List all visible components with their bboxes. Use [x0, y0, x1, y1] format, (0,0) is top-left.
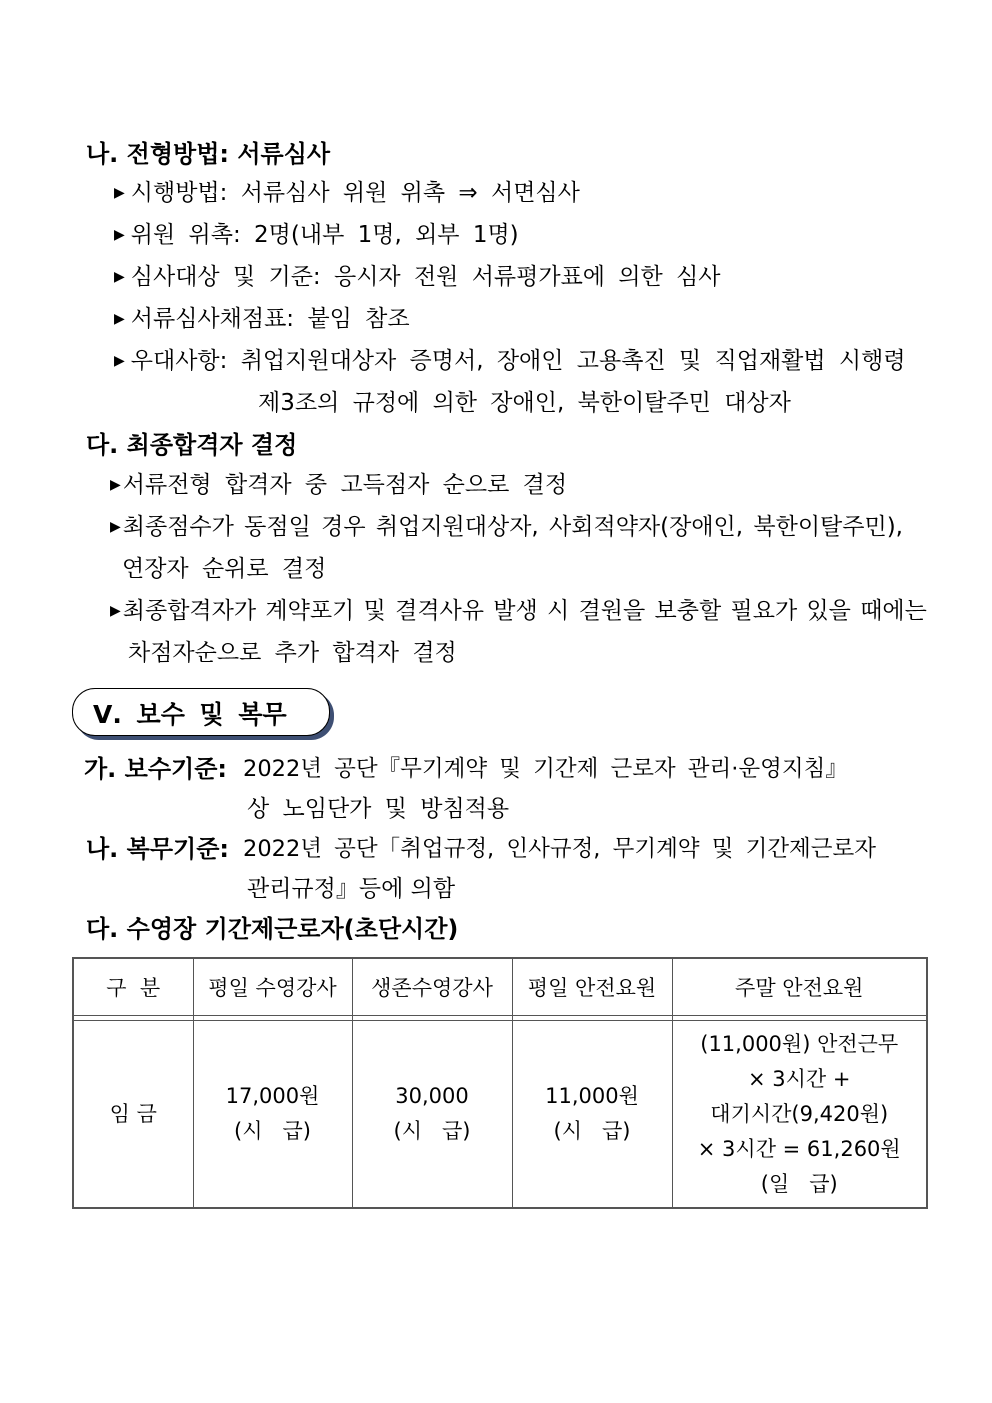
list-item: ▶ 시행방법: 서류심사 위원 위촉 ⇒ 서면심사	[114, 180, 580, 206]
list-item: ▶ 심사대상 및 기준: 응시자 전원 서류평가표에 의한 심사	[114, 264, 721, 290]
pay-standard-label: 가. 보수기준:	[84, 755, 227, 783]
chapter-badge	[72, 688, 330, 736]
table-row	[73, 1021, 927, 1209]
pay-standard-text: 2022년 공단『무기계약 및 기간제 근로자 관리·운영지침』	[243, 756, 848, 782]
bullet-icon: ▶	[114, 353, 125, 369]
cell-weekday-instructor: 17,000원 (시 급)	[193, 1021, 352, 1209]
list-item-continuation: 제3조의 규정에 의한 장애인, 북한이탈주민 대상자	[258, 390, 791, 416]
bullet-icon: ▶	[110, 603, 121, 619]
header-weekday-lifeguard: 평일 안전요원	[512, 958, 672, 1016]
list-item-continuation: 연장자 순위로 결정	[122, 556, 327, 582]
list-item: ▶ 우대사항: 취업지원대상자 증명서, 장애인 고용촉진 및 직업재활법 시행령	[114, 348, 906, 374]
cell-weekday-lifeguard: 11,000원 (시 급)	[512, 1021, 672, 1209]
row-label-wage: 임 금	[73, 1021, 193, 1209]
service-standard-text: 2022년 공단「취업규정, 인사규정, 무기계약 및 기간제근로자	[243, 836, 876, 862]
bullet-icon: ▶	[110, 477, 121, 493]
bullet-icon: ▶	[114, 269, 125, 285]
chapter-title: Ⅴ. 보수 및 복무	[93, 700, 287, 729]
bullet-icon: ▶	[114, 227, 125, 243]
cell-weekend-lifeguard: (11,000원) 안전근무 × 3시간 + 대기시간(9,420원) × 3시간 = 61,260원 (일 급)	[672, 1021, 927, 1209]
wage-table	[72, 957, 928, 1209]
header-category: 구 분	[73, 958, 193, 1016]
header-survival-instructor: 생존수영강사	[352, 958, 512, 1016]
section-heading-screening: 나. 전형방법: 서류심사	[86, 140, 331, 168]
cell-survival-instructor: 30,000 (시 급)	[352, 1021, 512, 1209]
table-header-row	[73, 958, 927, 1016]
section-heading-final: 다. 최종합격자 결정	[86, 431, 298, 459]
list-item: ▶서류전형 합격자 중 고득점자 순으로 결정	[110, 472, 568, 498]
bullet-icon: ▶	[110, 519, 121, 535]
pay-standard-continuation: 상 노임단가 및 방침적용	[247, 796, 510, 822]
pool-workers-heading: 다. 수영장 기간제근로자(초단시간)	[86, 915, 459, 943]
header-weekend-lifeguard: 주말 안전요원	[672, 958, 927, 1016]
list-item-continuation: 차점자순으로 추가 합격자 결정	[128, 640, 457, 666]
list-item: ▶최종합격자가 계약포기 및 결격사유 발생 시 결원을 보충할 필요가 있을 때에는	[110, 598, 927, 624]
bullet-icon: ▶	[114, 311, 125, 327]
list-item: ▶ 위원 위촉: 2명(내부 1명, 외부 1명)	[114, 222, 519, 248]
list-item: ▶최종점수가 동점일 경우 취업지원대상자, 사회적약자(장애인, 북한이탈주민),	[110, 514, 903, 540]
service-standard-label: 나. 복무기준:	[86, 835, 229, 863]
service-standard-continuation: 관리규정』등에 의함	[247, 876, 456, 902]
header-weekday-instructor: 평일 수영강사	[193, 958, 352, 1016]
bullet-icon: ▶	[114, 185, 125, 201]
list-item: ▶ 서류심사채점표: 붙임 참조	[114, 306, 410, 332]
